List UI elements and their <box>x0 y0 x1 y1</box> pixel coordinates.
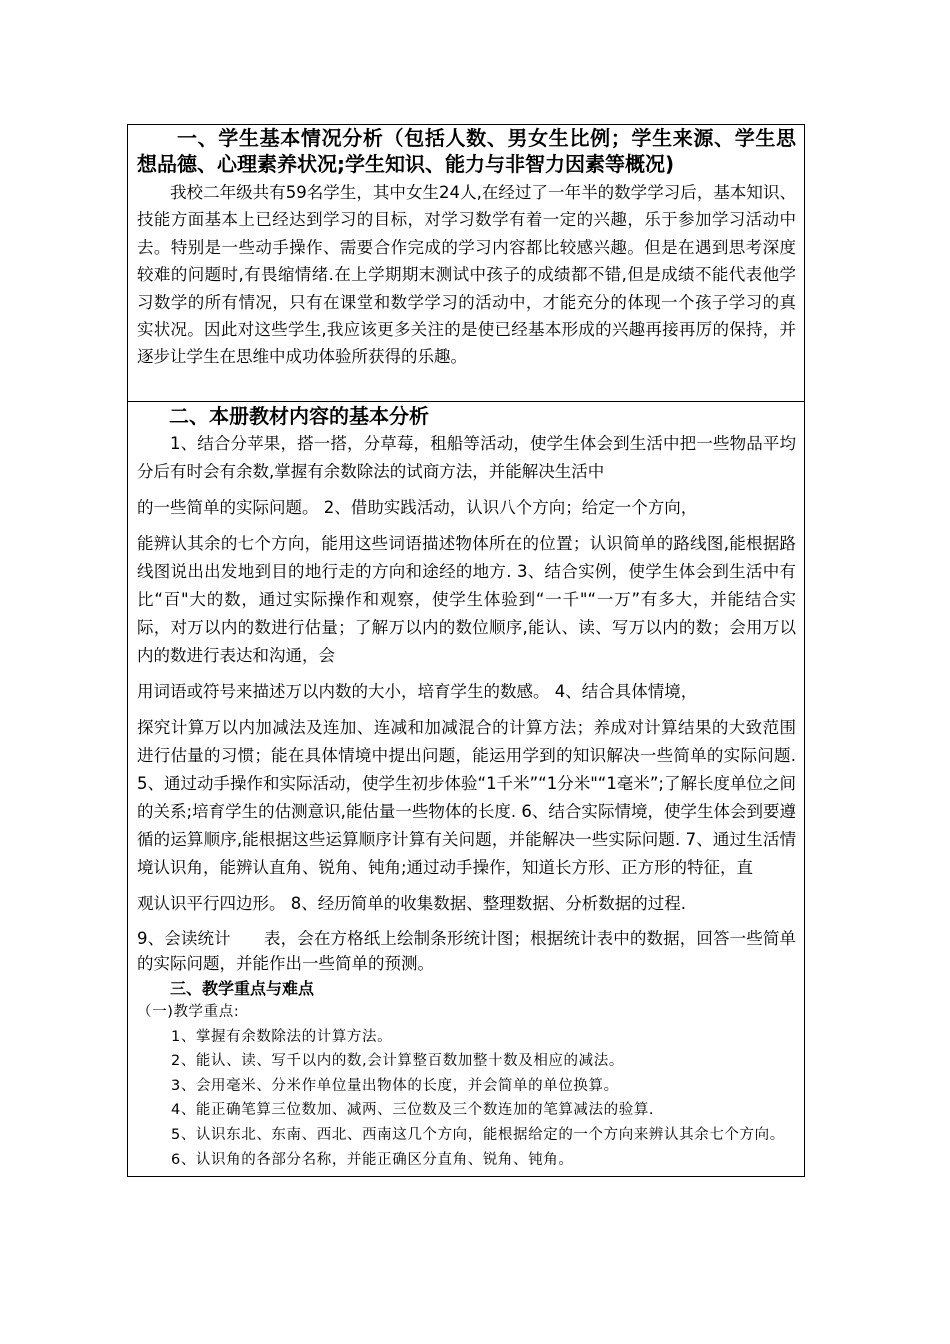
key-point-item: 5、认识东北、东南、西北、西南这几个方向，能根据给定的一个方向来辨认其余七个方向。 <box>171 1126 785 1143</box>
section2-line: 9、会读统计 表，会在方格纸上绘制条形统计图；根据统计表中的数据，回答一些简单的实际问题，并能作出一些简单的预测。 <box>137 929 796 973</box>
section1-heading: 一、学生基本情况分析（包括人数、男女生比例；学生来源、学生思想品德、心理素养状况;学生知识、能力与非智力因素等概况) <box>137 126 796 176</box>
section2-line: 1、结合分苹果，搭一搭，分草莓，租船等活动，使学生体会到生活中把一些物品平均分后有时会有余数,掌握有余数除法的试商方法，并能解决生活中 <box>137 434 796 481</box>
section3-heading: 三、教学重点与难点 <box>170 979 315 998</box>
section-student-analysis <box>128 125 804 401</box>
key-point-item: 1、掌握有余数除法的计算方法。 <box>171 1028 393 1045</box>
key-point-item: 3、会用毫米、分米作单位量出物体的长度，并会简单的单位换算。 <box>171 1077 619 1094</box>
section2-line: 能辨认其余的七个方向，能用这些词语描述物体所在的位置；认识简单的路线图,能根据路线图说出出发地到目的地行走的方向和途经的地方. 3、结合实例，使学生体会到生活中有比“百"大的数，通过实际操作和观察，使学生体验到“一千"“一万”有多大，并能结合实际，对万以内的数进行估量；了解万以内的数位顺序,能认、读、写万以内的数；会用万以内的数进行表达和沟通，会 <box>137 534 796 665</box>
section2-line: 的一些简单的实际问题。 2、借助实践活动，认识八个方向；给定一个方向， <box>137 498 698 517</box>
section2-heading: 二、本册教材内容的基本分析 <box>169 404 429 428</box>
section-textbook-analysis <box>128 401 804 1172</box>
section2-line: 观认识平行四边形。 8、经历简单的收集数据、整理数据、分析数据的过程. <box>137 894 686 913</box>
section2-line: 用词语或符号来描述万以内数的大小，培育学生的数感。 4、结合具体情境， <box>137 682 698 701</box>
plan-table <box>127 124 805 1177</box>
key-point-item: 2、能认、读、写千以内的数,会计算整百数加整十数及相应的减法。 <box>171 1053 624 1070</box>
section3-subheading: （一)教学重点: <box>137 1004 240 1020</box>
section2-line: 探究计算万以内加减法及连加、连减和加减混合的计算方法；养成对计算结果的大致范围进行估量的习惯；能在具体情境中提出问题，能运用学到的知识解决一些简单的实际问题. 5、通过动手操作和实际活动，使学生初步体验“1千米”“1分米"“1毫米”;了解长度单位之间的关系;培育学生的估测意识,能估量一些物体的长度. 6、结合实际情境，使学生体会到要遵循的运算顺序,能根据这些运算顺序计算有关问题，并能解决一些实际问题. 7、通过生活情境认识角，能辨认直角、锐角、钝角;通过动手操作，知道长方形、正方形的特征，直 <box>137 718 796 877</box>
section2-body <box>137 430 796 976</box>
key-point-item: 4、能正确笔算三位数加、减两、三位数及三个数连加的笔算减法的验算. <box>171 1102 655 1119</box>
key-point-item: 6、认识角的各部分名称，并能正确区分直角、锐角、钝角。 <box>171 1151 574 1168</box>
section1-body: 我校二年级共有59名学生，其中女生24人,在经过了一年半的数学学习后，基本知识、技能方面基本上已经达到学习的目标，对学习数学有着一定的兴趣，乐于参加学习活动中去。特别是一些动手操作、需要合作完成的学习内容都比较感兴趣。但是在遇到思考深度较难的问题时,有畏缩情绪.在上学期期末测试中孩子的成绩都不错,但是成绩不能代表他学习数学的所有情况，只有在课堂和数学学习的活动中，才能充分的体现一个孩子学习的真实状况。因此对这些学生,我应该更多关注的是使已经基本形成的兴趣再接再厉的保持，并逐步让学生在思维中成功体验所获得的乐趣。 <box>137 183 796 367</box>
